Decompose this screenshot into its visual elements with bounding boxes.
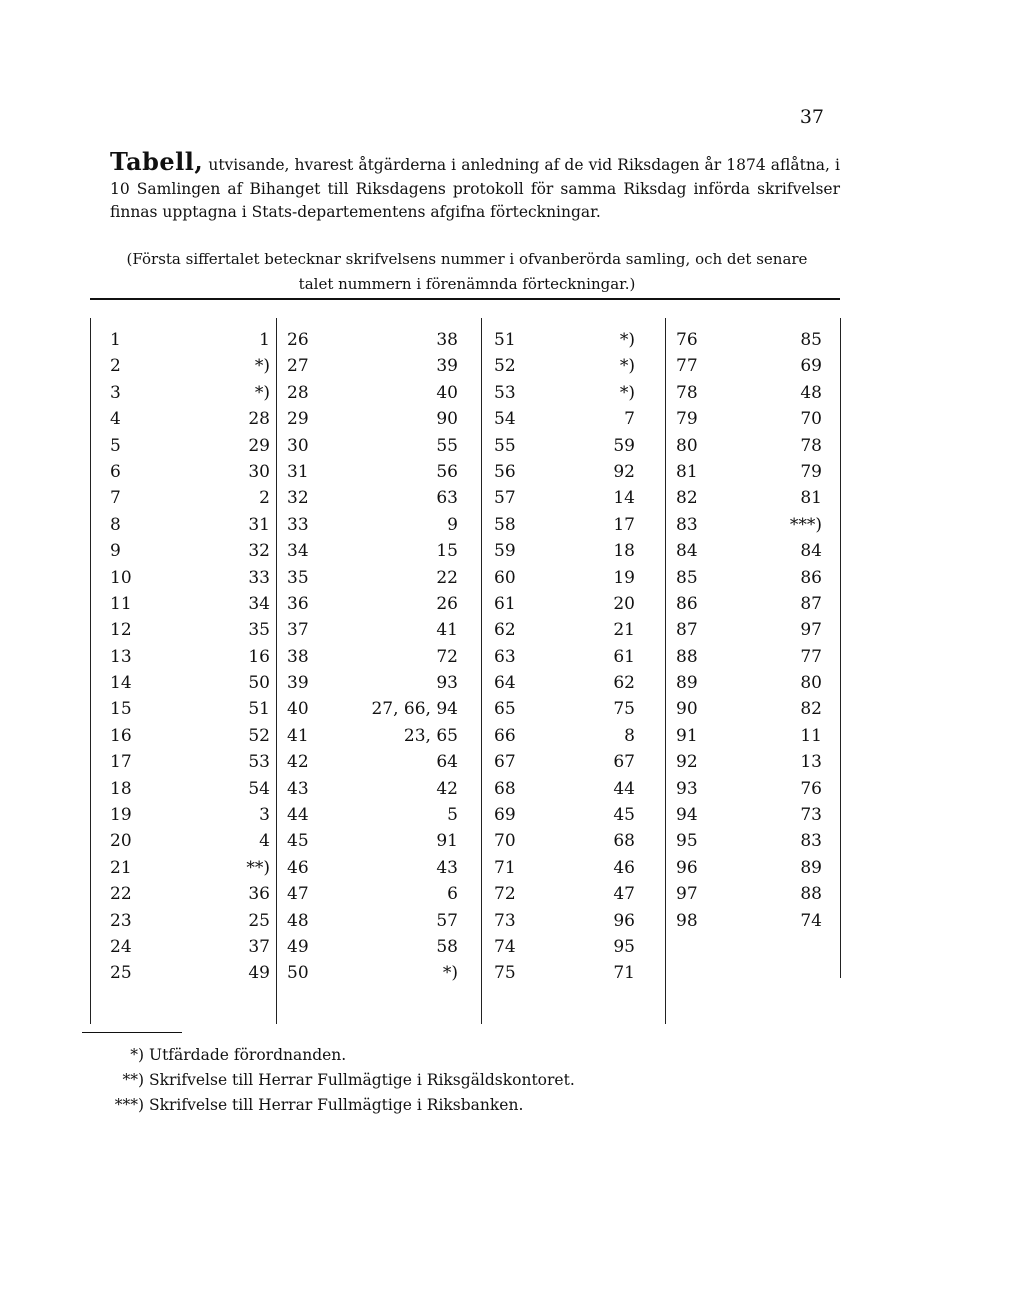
table-row [90, 828, 840, 854]
table-cell: 82 [676, 488, 698, 509]
table-cell: 89 [676, 673, 698, 694]
table-cell: 96 [676, 857, 698, 878]
title-paragraph [110, 147, 840, 225]
table-row [90, 749, 840, 775]
table-cell: 80 [800, 673, 822, 694]
table-cell: 95 [676, 831, 698, 852]
table-row [90, 433, 840, 459]
table-row [90, 908, 840, 934]
table-cell: 8 [110, 514, 121, 535]
table-cell: 26 [436, 593, 458, 614]
table-row [90, 327, 840, 353]
table-cell: 44 [287, 805, 309, 826]
table-cell: 25 [248, 910, 270, 931]
table-cell: 74 [800, 910, 822, 931]
table-cell: 34 [287, 541, 309, 562]
table-cell: 44 [613, 778, 635, 799]
table-cell: 45 [613, 805, 635, 826]
table-cell: 37 [287, 620, 309, 641]
table-cell: 63 [494, 646, 516, 667]
table-cell: 32 [248, 541, 270, 562]
table-cell: 22 [436, 567, 458, 588]
table-cell [740, 960, 822, 986]
table-cell: 77 [800, 646, 822, 667]
table-row [90, 696, 840, 722]
table-cell: 76 [676, 330, 698, 350]
table-cell: 62 [613, 673, 635, 694]
table-cell: 49 [248, 963, 270, 984]
table-cell: 10 [110, 567, 132, 588]
table-cell: 18 [110, 778, 132, 799]
table-cell: 64 [436, 752, 458, 773]
table-cell: 70 [800, 409, 822, 430]
table-cell: 84 [800, 541, 822, 562]
table-cell: 68 [613, 831, 635, 852]
table-cell: 68 [494, 778, 516, 799]
table-row [90, 881, 840, 907]
table-column-rule [840, 318, 841, 978]
table-cell: 4 [110, 409, 121, 430]
table-row [90, 565, 840, 591]
table-cell: 73 [494, 910, 516, 931]
table-cell: 37 [248, 936, 270, 957]
table-cell: 34 [248, 593, 270, 614]
table-cell: 23 [110, 910, 132, 931]
table-cell: 18 [613, 541, 635, 562]
table-cell: 19 [110, 805, 132, 826]
table-cell: 82 [800, 699, 822, 720]
table-row [90, 485, 840, 511]
table-cell: 90 [676, 699, 698, 720]
table-cell: 40 [287, 699, 309, 720]
table-cell: 69 [494, 805, 516, 826]
table-cell: 52 [248, 725, 270, 746]
table-cell: 58 [494, 514, 516, 535]
table-cell: 78 [800, 435, 822, 456]
table-cell: 7 [624, 409, 635, 430]
table-cell: 81 [676, 461, 698, 482]
table-cell: 80 [676, 435, 698, 456]
table-cell: 55 [436, 435, 458, 456]
explanation-line-2: talet nummern i förenämnda förteckningar.) [298, 275, 636, 293]
table-cell: 15 [110, 699, 132, 720]
table-cell: 1 [259, 330, 270, 350]
table-cell: 66 [494, 725, 516, 746]
table-cell: 83 [676, 514, 698, 535]
table-cell: 95 [613, 936, 635, 957]
table-cell: 61 [494, 593, 516, 614]
table-cell: 42 [436, 778, 458, 799]
table-cell: 48 [287, 910, 309, 931]
table-cell: 11 [110, 593, 132, 614]
table-cell: 31 [248, 514, 270, 535]
table-cell: 6 [110, 461, 121, 482]
table-cell: 13 [800, 752, 822, 773]
table-cell: 21 [613, 620, 635, 641]
table-cell: 98 [676, 910, 698, 931]
table-cell: 36 [287, 593, 309, 614]
table-cell: 52 [494, 356, 516, 377]
table-cell: 41 [287, 725, 309, 746]
table-cell: *) [619, 382, 635, 403]
table-cell: 73 [800, 805, 822, 826]
table-cell: 33 [287, 514, 309, 535]
table-cell: 51 [248, 699, 270, 720]
table-cell: 13 [110, 646, 132, 667]
table-cell: 14 [613, 488, 635, 509]
table-cell: 84 [676, 541, 698, 562]
table-cell: 81 [800, 488, 822, 509]
table-cell: 20 [613, 593, 635, 614]
table-cell: 2 [259, 488, 270, 509]
table-cell: 45 [287, 831, 309, 852]
table-cell [676, 960, 726, 986]
table-cell: 49 [287, 936, 309, 957]
table-cell: 61 [613, 646, 635, 667]
table-row [90, 380, 840, 406]
table-cell: 38 [436, 330, 458, 350]
table-cell: 25 [110, 963, 132, 984]
table-cell: 56 [436, 461, 458, 482]
table-cell: 5 [447, 805, 458, 826]
table-row [90, 459, 840, 485]
table-cell: 89 [800, 857, 822, 878]
table-row [90, 644, 840, 670]
footnote-text: Skrifvelse till Herrar Fullmägtige i Riksbanken. [149, 1096, 524, 1114]
table-cell: 72 [494, 884, 516, 905]
table-row [90, 723, 840, 749]
table-cell [676, 934, 726, 960]
table-cell: 29 [287, 409, 309, 430]
table-cell: 86 [800, 567, 822, 588]
title-word: Tabell, [110, 147, 204, 176]
footnote-mark: **) [122, 1071, 144, 1089]
table-cell: 47 [613, 884, 635, 905]
table-cell: 27, 66, 94 [371, 699, 458, 720]
table-cell: 76 [800, 778, 822, 799]
table-cell: 26 [287, 330, 309, 350]
table-cell: 42 [287, 752, 309, 773]
table-cell: 85 [800, 330, 822, 350]
table-cell: *) [254, 356, 270, 377]
table-cell: 77 [676, 356, 698, 377]
footnote [92, 1068, 692, 1093]
table-cell: 87 [676, 620, 698, 641]
title-text: utvisande, hvarest åtgärderna i anledning af de vid Riksdagen år 1874 aflåtna, i 10 Samlingen af Bihanget till Riksdagens protokoll för samma Riksdag införda skrifvelser finnas upptagna i Stats-departementens afgifna förteckningar. [110, 156, 840, 221]
table-row [90, 591, 840, 617]
footnotes [92, 1043, 692, 1118]
table-cell: 79 [676, 409, 698, 430]
table-cell: 83 [800, 831, 822, 852]
table-cell: 6 [447, 884, 458, 905]
table-cell: *) [254, 382, 270, 403]
table-cell: 59 [494, 541, 516, 562]
table-cell: 40 [436, 382, 458, 403]
table-cell: 51 [494, 330, 516, 350]
table-cell: 94 [676, 805, 698, 826]
table-top-rule [90, 298, 840, 300]
table-cell: 53 [494, 382, 516, 403]
table-cell: 23, 65 [403, 725, 458, 746]
table-cell: 88 [800, 884, 822, 905]
footnote [92, 1093, 692, 1118]
table-cell: 91 [676, 725, 698, 746]
table-cell: 72 [436, 646, 458, 667]
table-row [90, 670, 840, 696]
table-cell: 50 [248, 673, 270, 694]
table-cell: 97 [800, 620, 822, 641]
table-cell: 59 [613, 435, 635, 456]
table-row [90, 776, 840, 802]
table-cell: 7 [110, 488, 121, 509]
table-cell: 46 [287, 857, 309, 878]
table-row [90, 538, 840, 564]
table-cell: 58 [436, 936, 458, 957]
table-cell: 20 [110, 831, 132, 852]
table-cell: 12 [110, 620, 132, 641]
table-row [90, 934, 840, 960]
table-cell: 21 [110, 857, 132, 878]
table-cell: 79 [800, 461, 822, 482]
table-cell: 3 [110, 382, 121, 403]
table-cell: 50 [287, 963, 309, 984]
table-cell: 17 [110, 752, 132, 773]
table-cell: 19 [613, 567, 635, 588]
footnote-mark: ***) [114, 1096, 144, 1114]
table-cell: 35 [287, 567, 309, 588]
table-cell: 17 [613, 514, 635, 535]
table-cell: 55 [494, 435, 516, 456]
table-cell: 16 [248, 646, 270, 667]
table-cell: 16 [110, 725, 132, 746]
table-cell: 2 [110, 356, 121, 377]
footnote [92, 1043, 692, 1068]
table-cell: 43 [287, 778, 309, 799]
table-cell: 75 [613, 699, 635, 720]
table-cell: *) [442, 963, 458, 984]
table-row [90, 855, 840, 881]
table-cell: 3 [259, 805, 270, 826]
page-number: 37 [799, 106, 824, 128]
table-cell: 48 [800, 382, 822, 403]
table-cell: 97 [676, 884, 698, 905]
table-cell: 78 [676, 382, 698, 403]
table-cell: 67 [613, 752, 635, 773]
table-cell: 87 [800, 593, 822, 614]
table-cell: 32 [287, 488, 309, 509]
table-cell: 11 [800, 725, 822, 746]
table-cell: 85 [676, 567, 698, 588]
table-cell: 35 [248, 620, 270, 641]
table-cell: 71 [613, 963, 635, 984]
table-cell: 93 [436, 673, 458, 694]
table-cell: 5 [110, 435, 121, 456]
table-cell: 65 [494, 699, 516, 720]
table-cell: 22 [110, 884, 132, 905]
table-cell: 60 [494, 567, 516, 588]
table-cell: 46 [613, 857, 635, 878]
table-cell: 86 [676, 593, 698, 614]
table-cell: 71 [494, 857, 516, 878]
table-cell: 92 [676, 752, 698, 773]
table-cell: 54 [494, 409, 516, 430]
table-cell: 4 [259, 831, 270, 852]
table-cell: ***) [789, 514, 822, 535]
table-cell: 53 [248, 752, 270, 773]
table-cell: 36 [248, 884, 270, 905]
table-row [90, 960, 840, 986]
table-cell: 69 [800, 356, 822, 377]
table-cell: 28 [287, 382, 309, 403]
table-cell: 92 [613, 461, 635, 482]
table-cell: 47 [287, 884, 309, 905]
table-cell: 14 [110, 673, 132, 694]
explanation-line-1: (Första siffertalet betecknar skrifvelsens nummer i ofvanberörda samling, och det senare [126, 250, 808, 268]
table-cell: 24 [110, 936, 132, 957]
table-cell: 93 [676, 778, 698, 799]
table-cell: 64 [494, 673, 516, 694]
table-cell: *) [619, 330, 635, 350]
table-cell: 39 [287, 673, 309, 694]
table-cell: 1 [110, 330, 121, 350]
table-cell: 30 [248, 461, 270, 482]
table-cell: 30 [287, 435, 309, 456]
table-cell: 75 [494, 963, 516, 984]
table-cell: 63 [436, 488, 458, 509]
table-row [90, 617, 840, 643]
table-cell: 33 [248, 567, 270, 588]
table-cell: 96 [613, 910, 635, 931]
table-cell: 91 [436, 831, 458, 852]
table-cell: 62 [494, 620, 516, 641]
table-cell: 31 [287, 461, 309, 482]
table-cell: 57 [494, 488, 516, 509]
table-cell: 67 [494, 752, 516, 773]
table-row [90, 406, 840, 432]
table-cell: 70 [494, 831, 516, 852]
table-cell: *) [619, 356, 635, 377]
table-row [90, 353, 840, 379]
footnote-text: Skrifvelse till Herrar Fullmägtige i Riksgäldskontoret. [149, 1071, 575, 1089]
table-cell: 9 [110, 541, 121, 562]
table-cell: 38 [287, 646, 309, 667]
footnote-rule [82, 1032, 182, 1033]
table-cell: 54 [248, 778, 270, 799]
table-cell: 8 [624, 725, 635, 746]
table-cell: 15 [436, 541, 458, 562]
footnote-text: Utfärdade förordnanden. [149, 1046, 347, 1064]
table-cell: 56 [494, 461, 516, 482]
table-cell: 27 [287, 356, 309, 377]
table-cell: 57 [436, 910, 458, 931]
table-cell [740, 934, 822, 960]
table-cell: 28 [248, 409, 270, 430]
table-cell: 74 [494, 936, 516, 957]
footnote-mark: *) [130, 1046, 144, 1064]
table-cell: 43 [436, 857, 458, 878]
table-body [90, 327, 840, 987]
table-row [90, 802, 840, 828]
table-cell: 9 [447, 514, 458, 535]
table-cell: 29 [248, 435, 270, 456]
table-cell: **) [246, 857, 270, 878]
table-cell: 90 [436, 409, 458, 430]
table-cell: 41 [436, 620, 458, 641]
table-row [90, 512, 840, 538]
explanation-note [92, 247, 842, 297]
table-cell: 88 [676, 646, 698, 667]
number-table [90, 298, 840, 1024]
table-cell: 39 [436, 356, 458, 377]
